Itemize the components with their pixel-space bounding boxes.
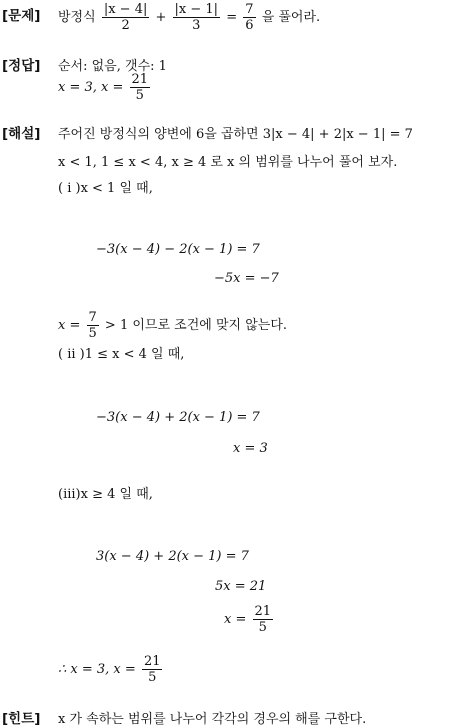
case1-heading: ( i )x < 1 일 때, <box>58 181 153 196</box>
plus-sign: + <box>155 10 167 25</box>
case3-lhs: x = <box>224 612 247 627</box>
solution-intro: 주어진 방정식의 양변에 6을 곱하면 3|x − 4| + 2|x − 1| = 7 <box>58 127 413 142</box>
fraction-numerator: 21 <box>143 654 161 669</box>
final-fraction <box>142 654 163 685</box>
case1-equation-2: −5x = −7 <box>214 271 279 286</box>
fraction-numerator: |x − 4| <box>103 2 148 17</box>
case1-conclusion-lhs: x = <box>58 318 81 333</box>
answer-tag: [정답] <box>2 58 41 74</box>
case3-equation-1: 3(x − 4) + 2(x − 1) = 7 <box>96 549 249 564</box>
answer-fraction <box>130 72 151 103</box>
problem-fraction-1 <box>102 2 150 33</box>
problem-statement <box>58 2 320 33</box>
fraction-denominator: 5 <box>135 88 144 103</box>
fraction-denominator: 5 <box>148 670 157 685</box>
case2-equation-2: x = 3 <box>233 441 268 456</box>
fraction-numerator: 21 <box>254 604 272 619</box>
solution-ranges: x < 1, 1 ≤ x < 4, x ≥ 4 로 x 의 범위를 나누어 풀어 보자. <box>58 155 398 170</box>
hint-tag: [힌트] <box>2 711 41 727</box>
problem-rhs-fraction <box>243 2 255 33</box>
case1-conclusion-rhs: > 1 이므로 조건에 맞지 않는다. <box>104 318 288 333</box>
case3-fraction <box>253 604 274 635</box>
fraction-denominator: 2 <box>121 18 130 33</box>
problem-fraction-2 <box>173 2 221 33</box>
case1-equation-1: −3(x − 4) − 2(x − 1) = 7 <box>96 242 260 257</box>
case2-heading: ( ii )1 ≤ x < 4 일 때, <box>58 347 185 362</box>
case3-equation-2: 5x = 21 <box>215 579 267 594</box>
fraction-numerator: |x − 1| <box>174 2 219 17</box>
final-answer <box>58 654 164 685</box>
problem-prefix: 방정식 <box>58 10 96 25</box>
fraction-numerator: 7 <box>245 2 254 17</box>
case3-equation-3 <box>224 604 275 635</box>
case1-conclusion <box>58 310 287 341</box>
answer-values <box>58 72 152 103</box>
case3-heading: (iii)x ≥ 4 일 때, <box>58 487 153 502</box>
equals-sign: = <box>226 10 238 25</box>
fraction-numerator: 7 <box>88 310 97 325</box>
fraction-denominator: 3 <box>192 18 201 33</box>
problem-suffix: 을 풀어라. <box>261 10 321 25</box>
fraction-denominator: 5 <box>88 326 97 341</box>
problem-tag: [문제] <box>2 8 41 24</box>
fraction-numerator: 21 <box>131 72 149 87</box>
solution-tag: [해설] <box>2 126 41 142</box>
fraction-denominator: 5 <box>258 620 267 635</box>
case2-equation-1: −3(x − 4) + 2(x − 1) = 7 <box>96 410 260 425</box>
case1-fraction <box>87 310 99 341</box>
answer-first: x = 3, x = <box>58 80 124 95</box>
answer-meta: 순서: 없음, 갯수: 1 <box>58 59 167 74</box>
hint-text: x 가 속하는 범위를 나누어 각각의 경우의 해를 구한다. <box>58 712 367 727</box>
fraction-denominator: 6 <box>245 18 254 33</box>
final-answer-text: ∴ x = 3, x = <box>58 662 136 677</box>
